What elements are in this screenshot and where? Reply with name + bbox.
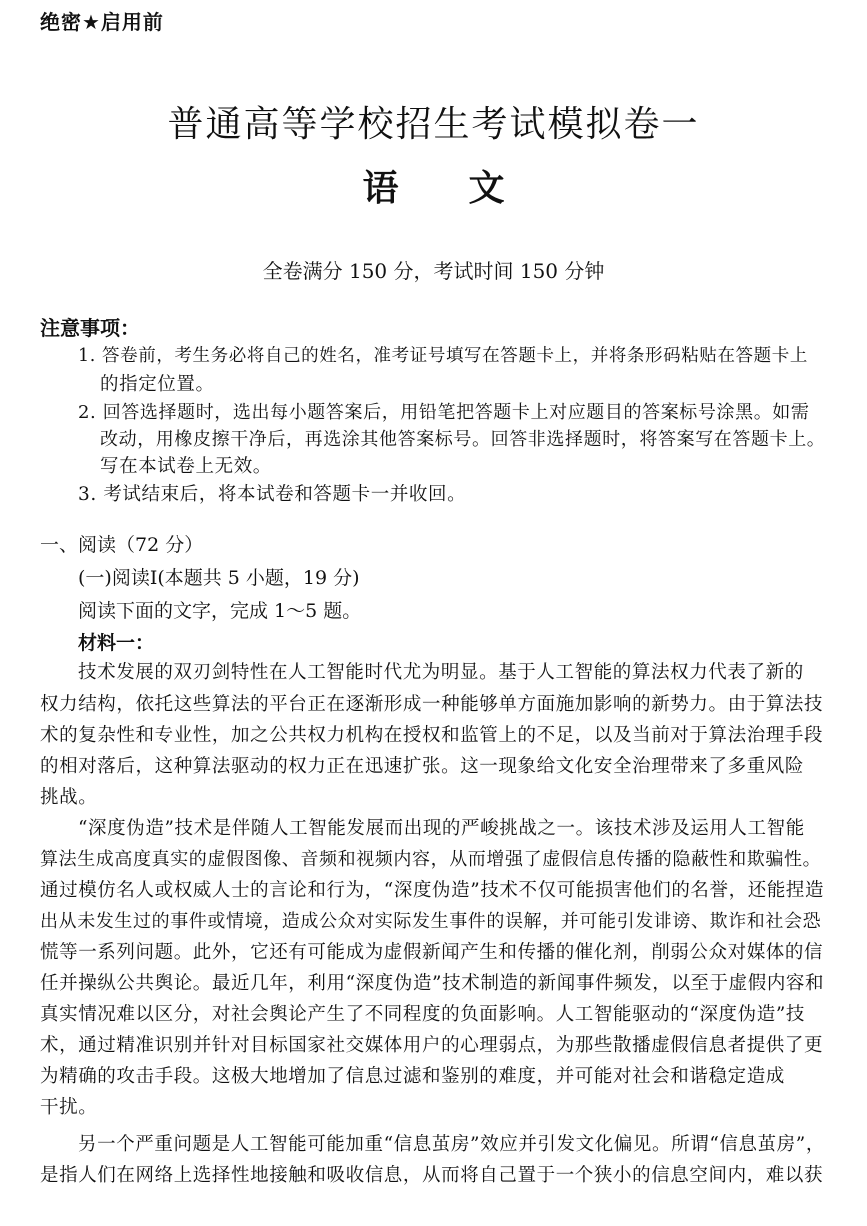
- score-info: 全卷满分 150 分，考试时间 150 分钟: [262, 259, 605, 283]
- notice-item-line: 改动，用橡皮擦干净后，再选涂其他答案标号。回答非选择题时，将答案写在答题卡上。: [100, 429, 826, 450]
- material-label: 材料一：: [78, 632, 155, 654]
- paragraph-line: 真实情况难以区分，对社会舆论产生了不同程度的负面影响。人工智能驱动的“深度伪造”技: [40, 1004, 806, 1025]
- paragraph-line: 另一个严重问题是人工智能可能加重“信息茧房”效应并引发文化偏见。所谓“信息茧房”，: [78, 1134, 825, 1155]
- paragraph-line: 慌等一系列问题。此外，它还有可能成为虚假新闻产生和传播的催化剂，削弱公众对媒体的信: [40, 942, 824, 963]
- paragraph-line: 术的复杂性和专业性，加之公共权力机构在授权和监管上的不足，以及当前对于算法治理手段: [40, 725, 824, 746]
- paragraph-line: “深度伪造”技术是伴随人工智能发展而出现的严峻挑战之一。该技术涉及运用人工智能: [78, 818, 805, 839]
- notice-heading: 注意事项：: [40, 316, 140, 340]
- subject-char-2: 文: [468, 168, 505, 209]
- paragraph-line: 权力结构，依托这些算法的平台正在逐渐形成一种能够单方面施加影响的新势力。由于算法技: [40, 694, 824, 715]
- exam-title: 普通高等学校招生考试模拟卷一: [167, 104, 700, 145]
- paragraph-line: 术，通过精准识别并针对目标国家社交媒体用户的心理弱点，为那些散播虚假信息者提供了更: [40, 1035, 824, 1056]
- paragraph-line: 任并操纵公共舆论。最近几年，利用“深度伪造”技术制造的新闻事件频发，以至于虚假内容和: [40, 973, 825, 994]
- paragraph-line: 为精确的攻击手段。这极大地增加了信息过滤和鉴别的难度，并可能对社会和谐稳定造成: [40, 1066, 785, 1087]
- section-heading: 一、阅读（72 分）: [40, 534, 204, 556]
- paragraph-line: 出从未发生过的事件或情境，造成公众对实际发生事件的误解，并可能引发诽谤、欺诈和社会恐: [40, 911, 822, 932]
- notice-item-line: 的指定位置。: [100, 374, 215, 395]
- paragraph-line: 算法生成高度真实的虚假图像、音频和视频内容，从而增强了虚假信息传播的隐蔽性和欺骗性。: [40, 849, 822, 870]
- notice-item-line: 3. 考试结束后，将本试卷和答题卡一并收回。: [78, 484, 467, 505]
- paragraph-line: 的相对落后，这种算法驱动的权力正在迅速扩张。这一现象给文化安全治理带来了多重风险: [40, 756, 805, 777]
- paragraph-line: 干扰。: [40, 1097, 98, 1118]
- paragraph-line: 通过模仿名人或权威人士的言论和行为，“深度伪造”技术不仅可能损害他们的名誉，还能捏造: [40, 880, 825, 901]
- notice-item-line: 1. 答卷前，考生务必将自己的姓名，准考证号填写在答题卡上，并将条形码粘贴在答题卡上: [78, 346, 808, 366]
- notice-item-line: 写在本试卷上无效。: [100, 456, 272, 477]
- subject-char-1: 语: [362, 168, 399, 209]
- paragraph-line: 是指人们在网络上选择性地接触和吸收信息，从而将自己置于一个狭小的信息空间内，难以获: [40, 1165, 824, 1186]
- notice-item-line: 2. 回答选择题时，选出每小题答案后，用铅笔把答题卡上对应题目的答案标号涂黑。如需: [78, 402, 810, 423]
- paragraph-line: 技术发展的双刃剑特性在人工智能时代尤为明显。基于人工智能的算法权力代表了新的: [78, 662, 804, 683]
- section-instruction: 阅读下面的文字，完成 1～5 题。: [78, 600, 362, 622]
- subject-title: [0, 160, 867, 211]
- section-subheading: (一)阅读Ⅰ(本题共 5 小题，19 分): [78, 567, 360, 589]
- confidential-label: 绝密★启用前: [40, 10, 164, 34]
- paragraph-line: 挑战。: [40, 787, 98, 808]
